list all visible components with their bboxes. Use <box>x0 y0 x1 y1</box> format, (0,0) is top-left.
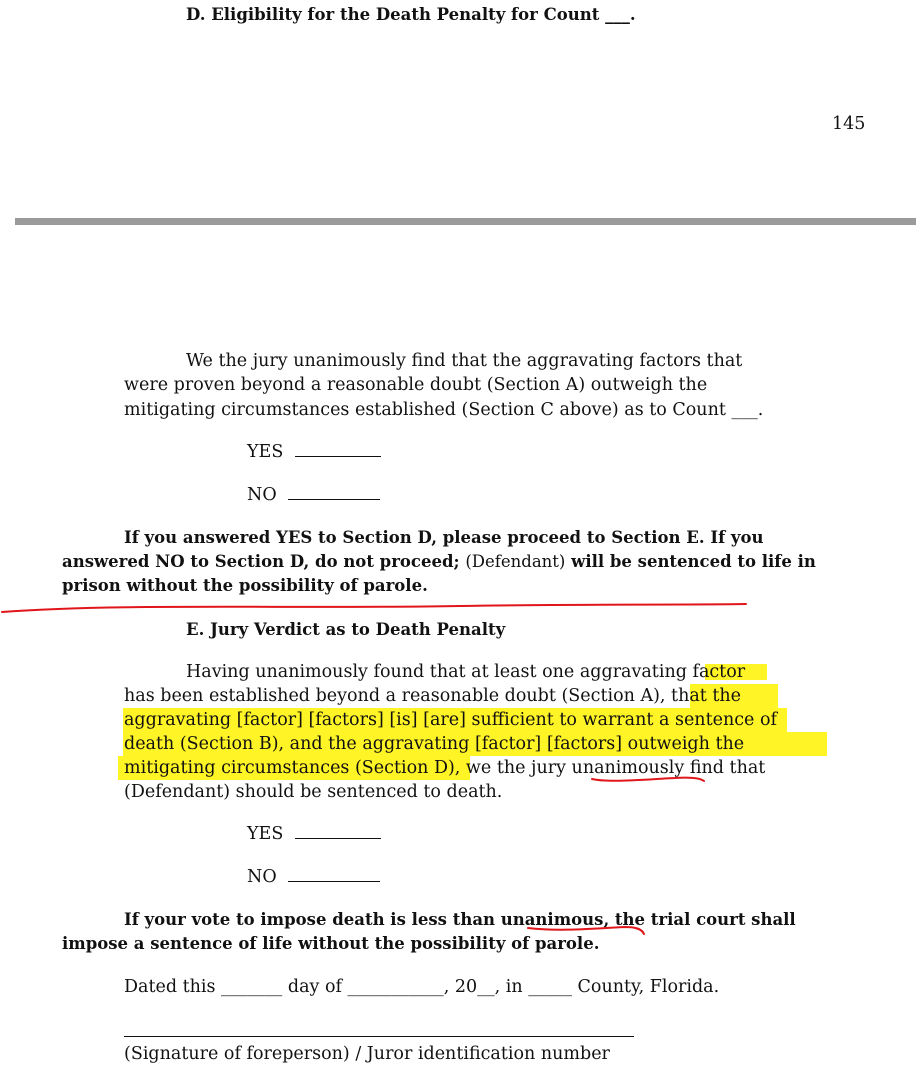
section-d-instruction-line: prison without the possibility of parole. <box>62 576 428 595</box>
yes-label: YES <box>247 442 284 462</box>
red-underline-unanimous <box>528 927 644 934</box>
section-d-instruction-line: If you answered YES to Section D, please proceed to Section E. If you <box>124 528 764 547</box>
section-e-para-line: aggravating [factor] [factors] [is] [are] sufficient to warrant a sentence of <box>124 710 777 730</box>
signature-label: (Signature of foreperson) / Juror identification number <box>124 1044 610 1064</box>
section-e-instruction-line: impose a sentence of life without the possibility of parole. <box>62 934 600 953</box>
section-d-para-line: were proven beyond a reasonable doubt (Section A) outweigh the <box>124 375 708 395</box>
section-e-para-line: (Defendant) should be sentenced to death. <box>124 782 503 802</box>
no-label: NO <box>247 485 277 505</box>
section-e-heading: E. Jury Verdict as to Death Penalty <box>186 620 506 639</box>
section-e-para-line: Having unanimously found that at least one aggravating factor <box>186 662 746 682</box>
section-d-para-line: We the jury unanimously find that the aggravating factors that <box>186 351 743 371</box>
red-underline-unanimously <box>592 778 704 781</box>
defendant-placeholder: (Defendant) <box>465 552 566 571</box>
red-underline-section-divider <box>2 604 746 612</box>
yes-label: YES <box>247 824 284 844</box>
instruction-text: answered NO to Section D, do not proceed; <box>62 552 466 571</box>
section-d-para-line: mitigating circumstances established (Section C above) as to Count ___. <box>124 400 764 420</box>
instruction-text: will be sentenced to life in <box>565 552 816 571</box>
no-label: NO <box>247 867 277 887</box>
page-number: 145 <box>832 114 866 134</box>
section-e-para-line: death (Section B), and the aggravating [factor] [factors] outweigh the <box>124 734 745 754</box>
dated-line: Dated this _______ day of ___________, 20__, in _____ County, Florida. <box>124 977 720 997</box>
section-d-heading-prev: D. Eligibility for the Death Penalty for Count ___. <box>186 5 636 24</box>
section-e-para-line: has been established beyond a reasonable doubt (Section A), that the <box>124 686 742 706</box>
section-e-instruction-line: If your vote to impose death is less than unanimous, the trial court shall <box>124 910 796 929</box>
section-e-para-line: mitigating circumstances (Section D), we the jury unanimously find that <box>124 758 766 778</box>
